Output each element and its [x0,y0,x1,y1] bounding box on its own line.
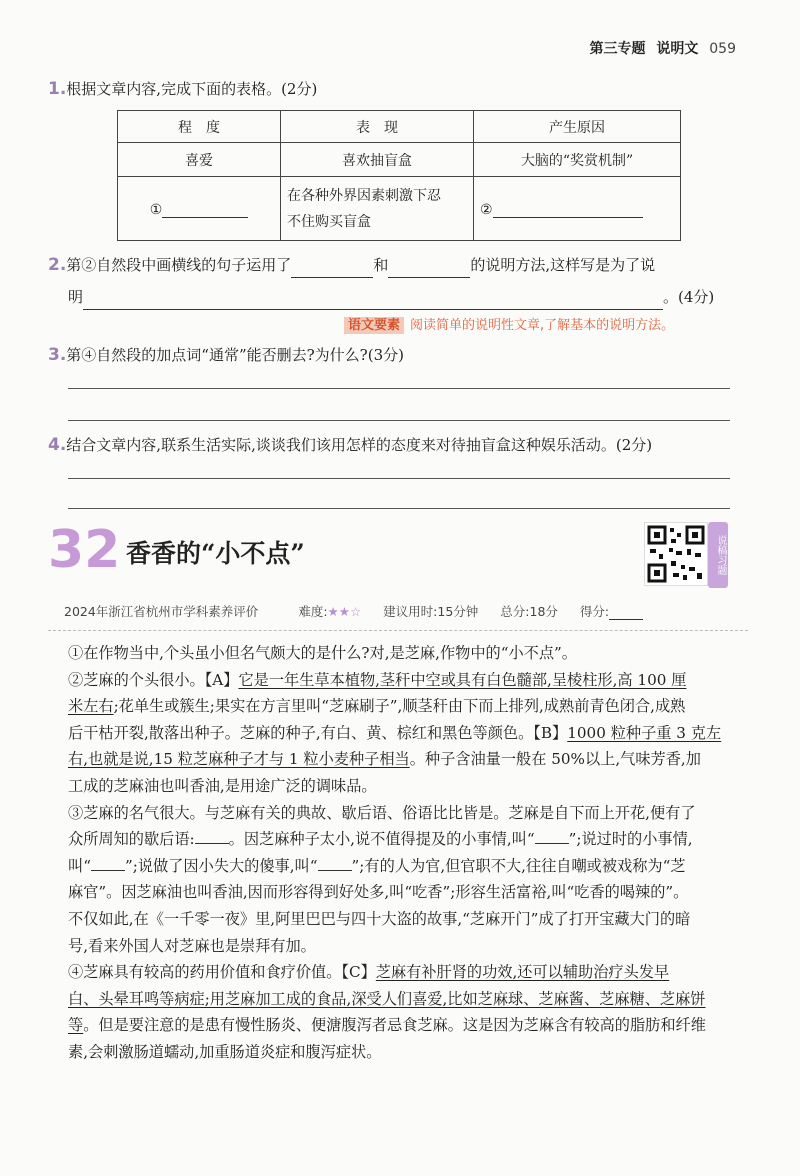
genre-label: 说明文 [656,41,699,57]
paragraph-3-line [68,826,736,853]
section-label: 第三专题 [589,41,646,57]
paragraph-3-line: 麻官”。因芝麻油也叫香油,因而形容得到好处多,叫“吃香”;形容生活富裕,叫“吃香的喝辣的”。 [68,883,689,902]
answer-blank[interactable] [388,259,470,278]
table-cell [118,177,281,241]
question-4 [48,432,652,458]
table-header: 程 度 [118,111,281,143]
paragraph-2-line: 工成的芝麻油也叫香油,是用途广泛的调味品。 [68,776,377,795]
hint-tag: 语文要素 [344,317,404,334]
hint-text: 阅读简单的说明性文章,了解基本的说明方法。 [410,318,675,333]
text: 后干枯开裂,散落出种子。芝麻的种子,有白、黄、棕红和黑色等颜色。【B】 [68,723,568,742]
text: ④芝麻具有较高的药用价值和食疗价值。【C】 [68,963,376,982]
paragraph-3-line: 号,看来外国人对芝麻也是崇拜有加。 [68,936,316,955]
difficulty-label: 难度: [298,604,328,619]
text: ”;有的人为官,但官职不大,往往自嘲或被戏称为“芝 [351,856,686,875]
question-text: 的说明方法,这样写是为了说 [470,256,656,274]
question-2 [48,252,655,278]
answer-line[interactable] [68,420,730,421]
source: 2024年浙江省杭州市学科素养评价 [64,604,259,619]
question-text: 根据文章内容,完成下面的表格。(2分) [66,80,318,98]
table-header: 表 现 [281,111,474,143]
text: ”;说过时的小事情, [568,830,693,849]
table-cell [474,177,681,241]
page-number: 059 [709,41,736,57]
paragraph-3-line: ③芝麻的名气很大。与芝麻有关的典故、歇后语、俗语比比皆是。芝麻是自下而上开花,便有了 [68,803,696,822]
underlined-text: 右,也就是说,15 粒芝麻种子才与 1 粒小麦种子相当 [68,750,410,769]
paragraph-2-line [68,720,736,747]
table-cell: 喜欢抽盲盒 [281,143,474,177]
text: ②芝麻的个头很小。【A】 [68,670,239,689]
answer-blank[interactable] [535,829,569,844]
paragraph-3-line: 不仅如此,在《一千零一夜》里,阿里巴巴与四十大盗的故事,“芝麻开门”成了打开宝藏大门的暗 [68,909,691,928]
answer-blank[interactable] [83,291,663,310]
question-text: 。(4分) [663,288,715,306]
underlined-text: 芝麻有补肝肾的功效,还可以辅助治疗头发早 [375,963,670,982]
paragraph-4-line [68,959,736,986]
text: 叫“ [68,856,91,875]
question-text: 结合文章内容,联系生活实际,谈谈我们该用怎样的态度来对待抽盲盒这种娱乐活动。(2分) [66,436,653,454]
qr-label: 说稿习题 [708,522,728,588]
score-label: 得分: [579,604,610,619]
answer-table [117,110,681,241]
answer-line[interactable] [68,508,730,509]
text: 。因芝麻种子太小,说不值得提及的小事情,叫“ [228,830,535,849]
table-cell: 喜爱 [118,143,281,177]
text: ;花单生或簇生;果实在方言里叫“芝麻刷子”,顺茎秆由下而上排列,成熟前青色闭合,成熟 [113,697,686,716]
table-header: 产生原因 [474,111,681,143]
answer-blank[interactable] [291,259,373,278]
total-score: 总分:18分 [500,604,558,619]
question-3 [48,342,404,368]
paragraph-2-line [68,746,736,773]
paragraph-2-line [68,667,736,694]
table-cell: 大脑的“奖赏机制” [474,143,681,177]
difficulty-stars: ★★☆ [327,604,362,619]
question-text: 第②自然段中画横线的句子运用了 [66,256,292,274]
time: 建议用时:15分钟 [383,604,479,619]
question-number: 2. [48,255,67,275]
paragraph-3-line [68,853,736,880]
answer-line[interactable] [68,478,730,479]
article-number: 32 [48,520,121,580]
blank-marker: ② [480,202,493,218]
article-title: 香香的“小不点” [126,539,305,568]
divider [48,630,748,631]
underlined-text: 它是一年生草本植物,茎秆中空或具有白色髓部,呈棱柱形,高 100 厘 [238,670,687,689]
score-blank[interactable] [609,605,643,620]
question-2-line2 [68,284,714,310]
paragraph-2-line [68,693,736,720]
paragraph-4-line: 素,会刺激肠道蠕动,加重肠道炎症和腹泻症状。 [68,1042,382,1061]
answer-blank[interactable] [195,829,229,844]
answer-blank-1[interactable] [162,199,248,218]
underlined-text: 1000 粒种子重 3 克左 [567,723,722,742]
cell-line: 在各种外界因素刺激下忍 [287,187,441,204]
answer-blank[interactable] [318,856,352,871]
question-number: 1. [48,79,67,99]
answer-blank[interactable] [91,856,125,871]
text: 。但是要注意的是患有慢性肠炎、便溏腹泻者忌食芝麻。这是因为芝麻含有较高的脂肪和纤维 [83,1016,706,1035]
answer-blank-2[interactable] [493,199,643,218]
article-meta [64,602,643,620]
underlined-text: 等 [68,1016,84,1035]
paragraph-4-line [68,1012,736,1039]
text: 。种子含油量一般在 50%以上,气味芳香,加 [409,750,701,769]
cell-line: 不住购买盲盒 [287,213,371,230]
page-header [584,38,736,58]
article-body [68,640,736,1066]
text: 众所周知的歇后语: [68,830,195,849]
hint-note [344,314,674,333]
blank-marker: ① [149,202,163,218]
question-1 [48,76,317,102]
text: ”;说做了因小失大的傻事,叫“ [124,856,318,875]
paragraph-1: ①在作物当中,个头虽小但名气颇大的是什么?对,是芝麻,作物中的“小不点”。 [68,644,577,662]
question-number: 3. [48,345,67,365]
underlined-text: 米左右 [68,697,114,716]
qr-code-icon[interactable] [644,522,708,586]
question-text: 和 [373,256,389,274]
question-text: 明 [68,288,84,306]
question-number: 4. [48,435,67,455]
answer-line[interactable] [68,388,730,389]
table-cell [281,177,474,241]
paragraph-4-line: 白、头晕耳鸣等病症;用芝麻加工成的食品,深受人们喜爱,比如芝麻球、芝麻酱、芝麻糖、芝麻饼 [68,989,706,1008]
question-text: 第④自然段的加点词“通常”能否删去?为什么?(3分) [66,346,404,364]
